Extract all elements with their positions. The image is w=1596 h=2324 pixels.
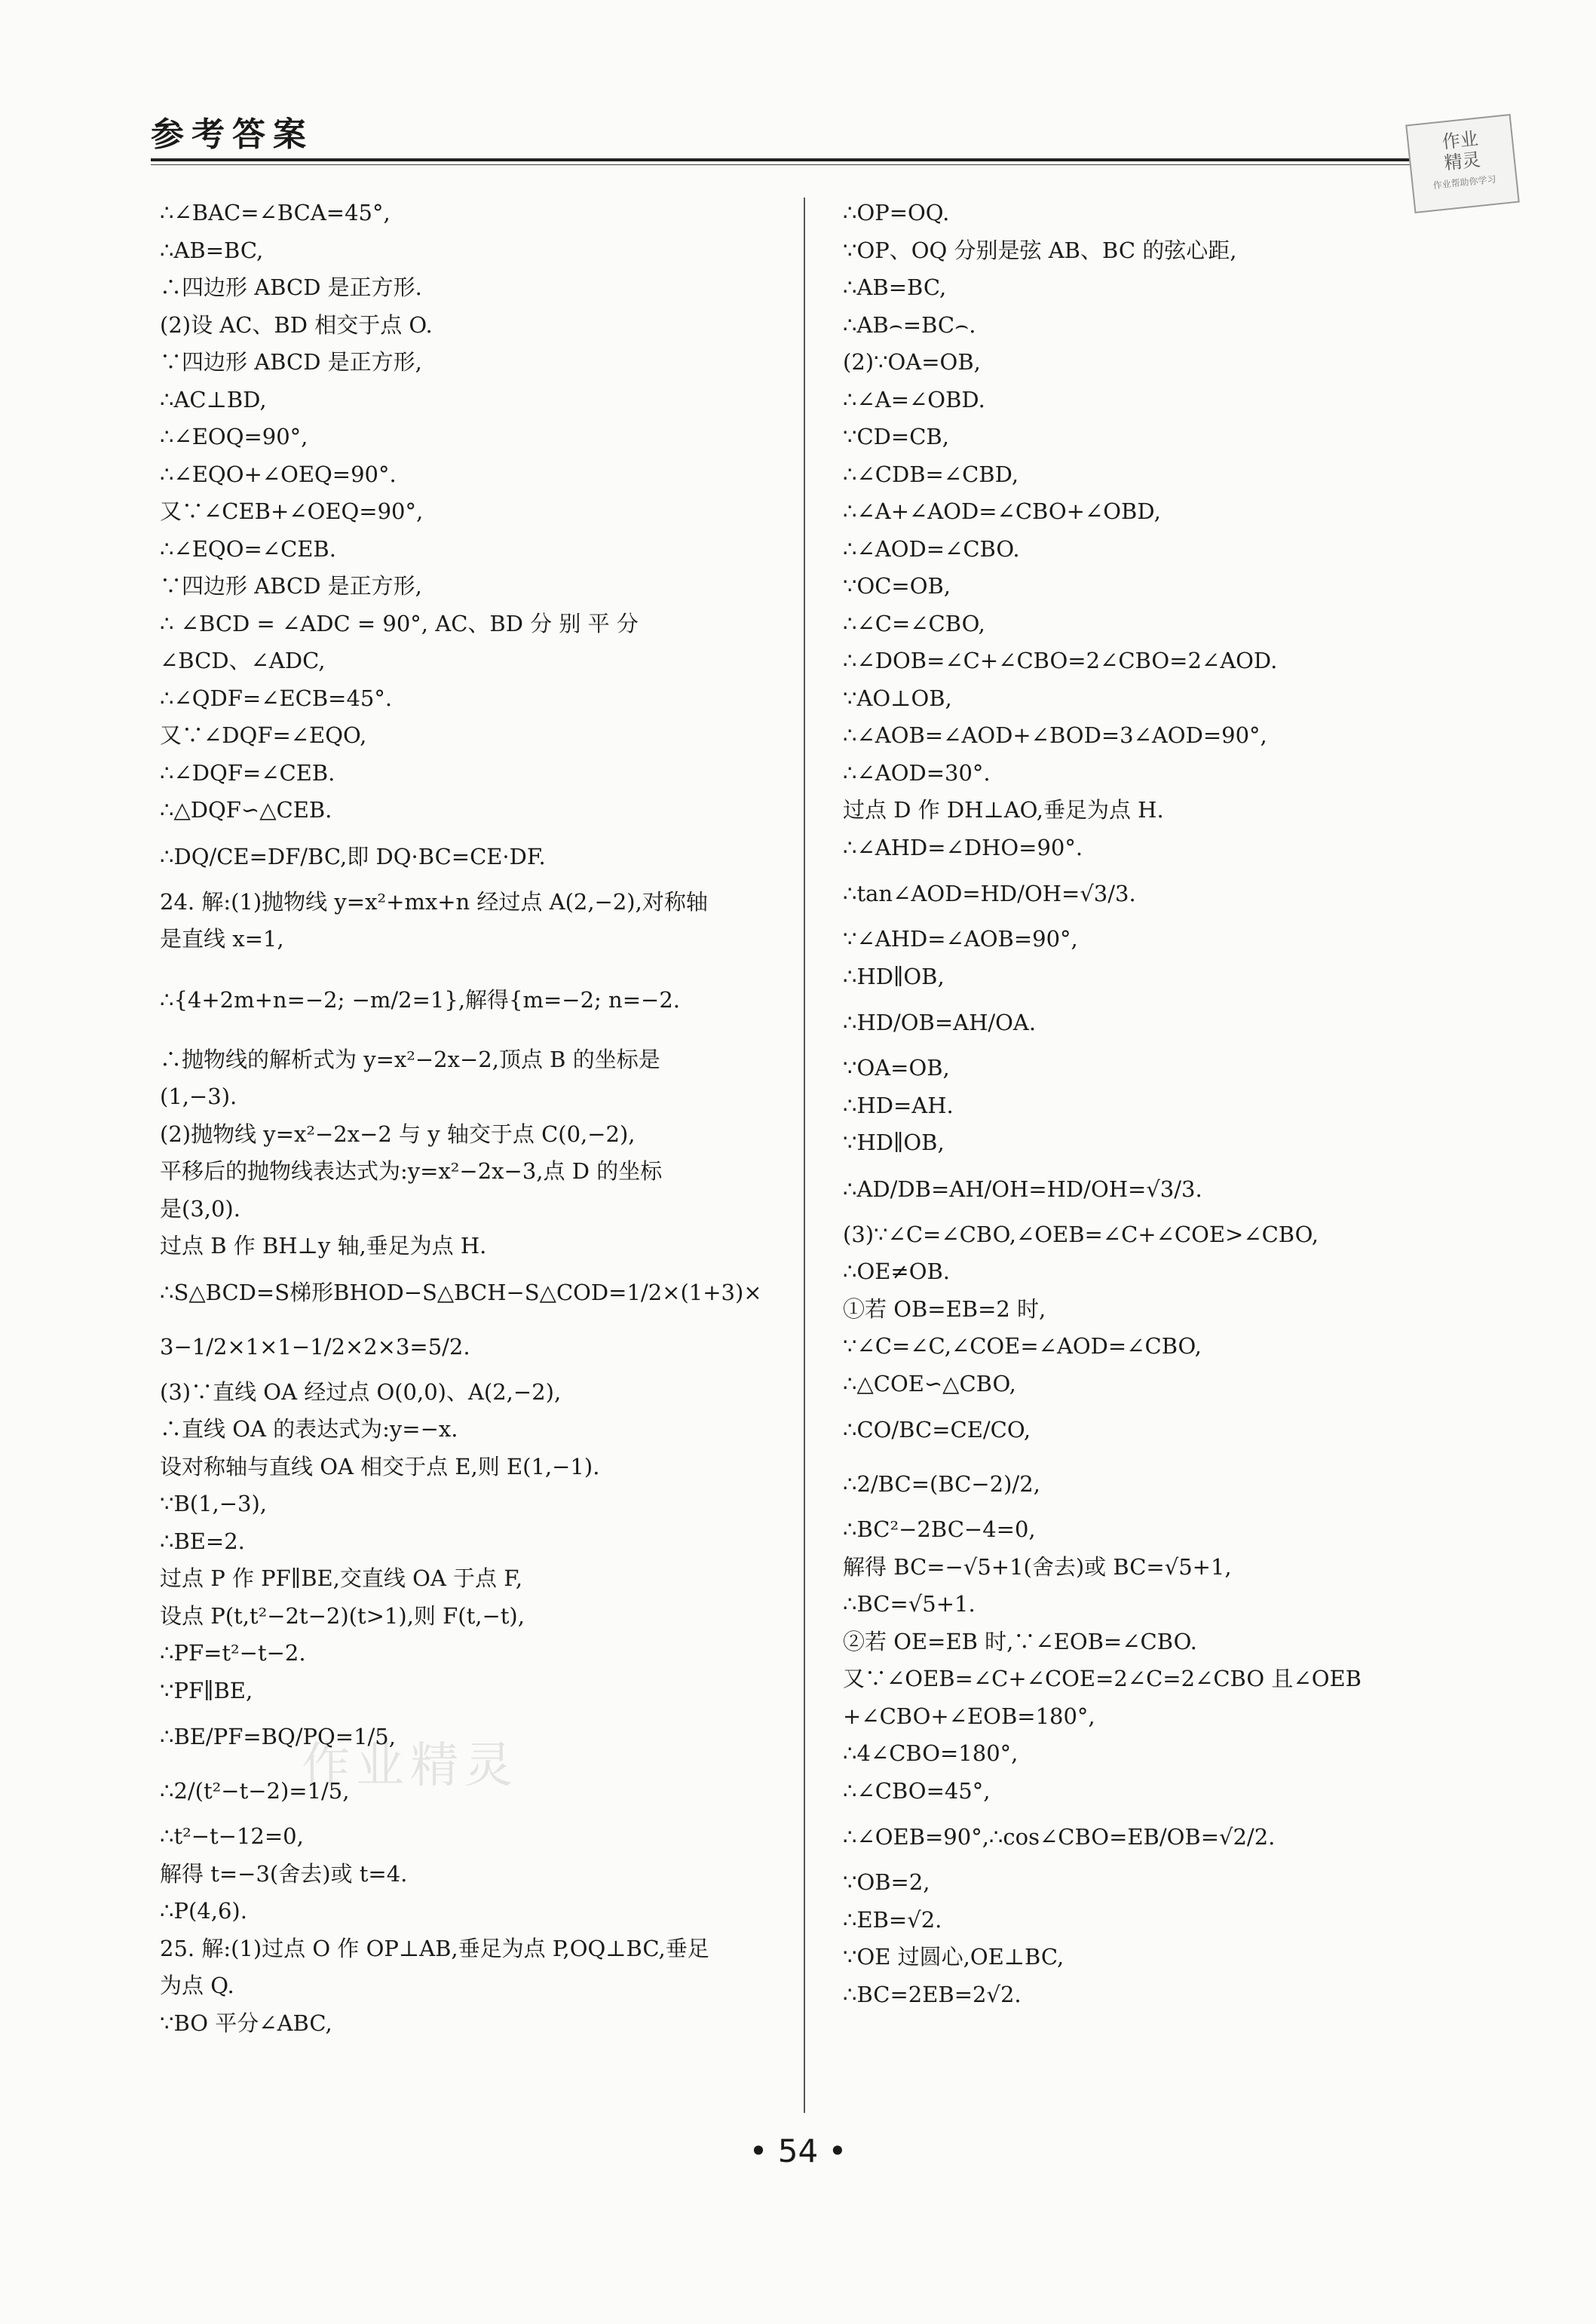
text-line: ∴∠AOD=30°. xyxy=(843,759,991,786)
text-line: ∴DQ/CE=DF/BC,即 DQ·BC=CE·DF. xyxy=(160,843,546,869)
text-line: (2)抛物线 y=x²−2x−2 与 y 轴交于点 C(0,−2), xyxy=(160,1121,636,1147)
text-line: ∴△DQF∽△CEB. xyxy=(160,797,332,823)
text-line: ∴2/BC=(BC−2)/2, xyxy=(843,1471,1040,1497)
text-line: ∴ ∠BCD = ∠ADC = 90°, AC、BD 分 别 平 分 xyxy=(160,610,639,636)
stamp-line1: 作业 xyxy=(1441,127,1480,153)
text-line: ∴∠C=∠CBO, xyxy=(843,610,985,636)
text-line: ∴S△BCD=S梯形BHOD−S△BCH−S△COD=1/2×(1+3)× xyxy=(160,1279,762,1305)
text-line: ∴∠CDB=∠CBD, xyxy=(843,461,1019,487)
text-line: ∵∠C=∠C,∠COE=∠AOD=∠CBO, xyxy=(843,1333,1202,1359)
text-line: ∴∠EOQ=90°, xyxy=(160,424,308,449)
text-line: ∵PF∥BE, xyxy=(160,1677,253,1703)
text-line: ∵AO⊥OB, xyxy=(843,685,952,711)
column-divider xyxy=(804,198,805,2113)
text-line: ∴AB⌢=BC⌢. xyxy=(843,311,976,338)
text-line: ∵OE 过圆心,OE⊥BC, xyxy=(843,1944,1065,1970)
text-line: ∴∠BAC=∠BCA=45°, xyxy=(160,200,391,225)
text-line: (2)设 AC、BD 相交于点 O. xyxy=(160,311,433,338)
text-line: 解得 BC=−√5+1(舍去)或 BC=√5+1, xyxy=(843,1553,1232,1580)
text-line: +∠CBO+∠EOB=180°, xyxy=(843,1703,1095,1729)
text-line: ∴△COE∽△CBO, xyxy=(843,1370,1016,1397)
text-line: ∵BO 平分∠ABC, xyxy=(160,2010,332,2036)
text-line: ②若 OE=EB 时,∵∠EOB=∠CBO. xyxy=(843,1628,1197,1654)
text-line: ∴∠DQF=∠CEB. xyxy=(160,759,335,786)
page-header xyxy=(151,107,314,155)
text-line: ∴∠AOB=∠AOD+∠BOD=3∠AOD=90°, xyxy=(843,722,1267,748)
page-number: • 54 • xyxy=(749,2132,847,2169)
text-line: ∴∠AHD=∠DHO=90°. xyxy=(843,834,1083,860)
text-line: ∴抛物线的解析式为 y=x²−2x−2,顶点 B 的坐标是 xyxy=(160,1046,660,1072)
text-line: ∴BE/PF=BQ/PQ=1/5, xyxy=(160,1724,396,1749)
text-line: ∴直线 OA 的表达式为:y=−x. xyxy=(160,1416,458,1442)
text-line: ∵OC=OB, xyxy=(843,573,951,599)
text-line: ∴BC=√5+1. xyxy=(843,1591,976,1617)
text-line: ∵OB=2, xyxy=(843,1869,930,1895)
stamp-line2: 精灵 xyxy=(1443,149,1482,174)
text-line: ∴HD∥OB, xyxy=(843,963,945,989)
text-line: ∴∠A+∠AOD=∠CBO+∠OBD, xyxy=(843,498,1161,524)
text-line: ∴BC=2EB=2√2. xyxy=(843,1981,1022,2007)
text-line: ∴EB=√2. xyxy=(843,1906,942,1933)
text-line: ∴2/(t²−t−2)=1/5, xyxy=(160,1778,350,1804)
text-line: 又∵∠DQF=∠EQO, xyxy=(160,722,367,748)
text-line: 25. 解:(1)过点 O 作 OP⊥AB,垂足为点 P,OQ⊥BC,垂足 xyxy=(160,1935,709,1961)
text-line: ∴∠CBO=45°, xyxy=(843,1777,991,1804)
text-line: ∵B(1,−3), xyxy=(160,1491,268,1516)
text-line: (3)∵∠C=∠CBO,∠OEB=∠C+∠COE>∠CBO, xyxy=(843,1221,1319,1247)
text-line: ∴∠EQO+∠OEQ=90°. xyxy=(160,461,397,487)
stamp-small: 作业帮助你学习 xyxy=(1432,173,1497,192)
text-line: ∴∠QDF=∠ECB=45°. xyxy=(160,685,393,711)
text-line: ∠BCD、∠ADC, xyxy=(160,648,326,673)
text-line: ∴OP=OQ. xyxy=(843,200,950,225)
text-line: ∴tan∠AOD=HD/OH=√3/3. xyxy=(843,881,1136,906)
text-line: 24. 解:(1)抛物线 y=x²+mx+n 经过点 A(2,−2),对称轴 xyxy=(160,888,708,915)
text-line: ∴∠AOD=∠CBO. xyxy=(843,535,1020,562)
text-line: ∴t²−t−12=0, xyxy=(160,1823,304,1849)
left-column xyxy=(160,195,793,2042)
text-line: ∴OE≠OB. xyxy=(843,1259,950,1284)
text-line: 又∵∠OEB=∠C+∠COE=2∠C=2∠CBO 且∠OEB xyxy=(843,1666,1362,1691)
text-line: 是直线 x=1, xyxy=(160,926,284,952)
text-line: (1,−3). xyxy=(160,1084,237,1109)
text-line: ∴AD/DB=AH/OH=HD/OH=√3/3. xyxy=(843,1176,1202,1202)
text-line: ∵OA=OB, xyxy=(843,1055,950,1081)
text-line: ∴四边形 ABCD 是正方形. xyxy=(160,274,422,300)
watermark: 作业精灵 xyxy=(302,1738,519,1794)
text-line: ∴HD=AH. xyxy=(843,1092,954,1118)
text-line: ∴HD/OB=AH/OA. xyxy=(843,1010,1037,1035)
text-line: 设点 P(t,t²−2t−2)(t>1),则 F(t,−t), xyxy=(160,1602,525,1629)
header-rule xyxy=(151,158,1447,161)
text-line: (3)∵直线 OA 经过点 O(0,0)、A(2,−2), xyxy=(160,1378,562,1405)
text-line: 过点 D 作 DH⊥AO,垂足为点 H. xyxy=(843,797,1164,823)
text-line: ∴AB=BC, xyxy=(160,237,264,263)
text-line: ∴AC⊥BD, xyxy=(160,386,267,412)
text-line: 3−1/2×1×1−1/2×2×3=5/2. xyxy=(160,1333,470,1360)
right-column xyxy=(843,195,1454,2013)
text-line: ∴CO/BC=CE/CO, xyxy=(843,1417,1031,1443)
text-line: 过点 P 作 PF∥BE,交直线 OA 于点 F, xyxy=(160,1565,523,1591)
text-line: ∵OP、OQ 分别是弦 AB、BC 的弦心距, xyxy=(843,237,1237,263)
text-line: (2)∵OA=OB, xyxy=(843,349,981,375)
text-line: ∴AB=BC, xyxy=(843,274,947,300)
text-line: ∴PF=t²−t−2. xyxy=(160,1640,306,1666)
text-line: 解得 t=−3(舍去)或 t=4. xyxy=(160,1860,408,1887)
text-line: ∴P(4,6). xyxy=(160,1898,247,1924)
text-line: ∵HD∥OB, xyxy=(843,1130,945,1155)
text-line: ∵四边形 ABCD 是正方形, xyxy=(160,573,422,599)
text-line: 是(3,0). xyxy=(160,1195,240,1222)
text-line: ∵CD=CB, xyxy=(843,424,949,449)
text-line: 平移后的抛物线表达式为:y=x²−2x−3,点 D 的坐标 xyxy=(160,1158,663,1184)
text-line: ∵∠AHD=∠AOB=90°, xyxy=(843,926,1078,952)
header-title: 参考答案 xyxy=(151,115,314,154)
text-line: ∴{4+2m+n=−2; −m/2=1},解得{m=−2; n=−2. xyxy=(160,986,680,1013)
text-line: ∴∠EQO=∠CEB. xyxy=(160,535,336,562)
text-line: ∵四边形 ABCD 是正方形, xyxy=(160,349,422,375)
text-line: ∴∠DOB=∠C+∠CBO=2∠CBO=2∠AOD. xyxy=(843,648,1278,673)
text-line: 为点 Q. xyxy=(160,1973,234,1998)
text-line: ①若 OB=EB=2 时, xyxy=(843,1295,1046,1322)
text-line: ∴∠OEB=90°,∴cos∠CBO=EB/OB=√2/2. xyxy=(843,1824,1276,1850)
text-line: ∴4∠CBO=180°, xyxy=(843,1740,1019,1766)
header-rule-thin xyxy=(151,164,1447,165)
text-line: 设对称轴与直线 OA 相交于点 E,则 E(1,−1). xyxy=(160,1453,600,1479)
text-line: ∴BE=2. xyxy=(160,1528,245,1554)
text-line: 又∵∠CEB+∠OEQ=90°, xyxy=(160,498,424,524)
text-line: ∴∠A=∠OBD. xyxy=(843,386,985,412)
text-line: ∴BC²−2BC−4=0, xyxy=(843,1516,1036,1542)
text-line: 过点 B 作 BH⊥y 轴,垂足为点 H. xyxy=(160,1233,487,1259)
